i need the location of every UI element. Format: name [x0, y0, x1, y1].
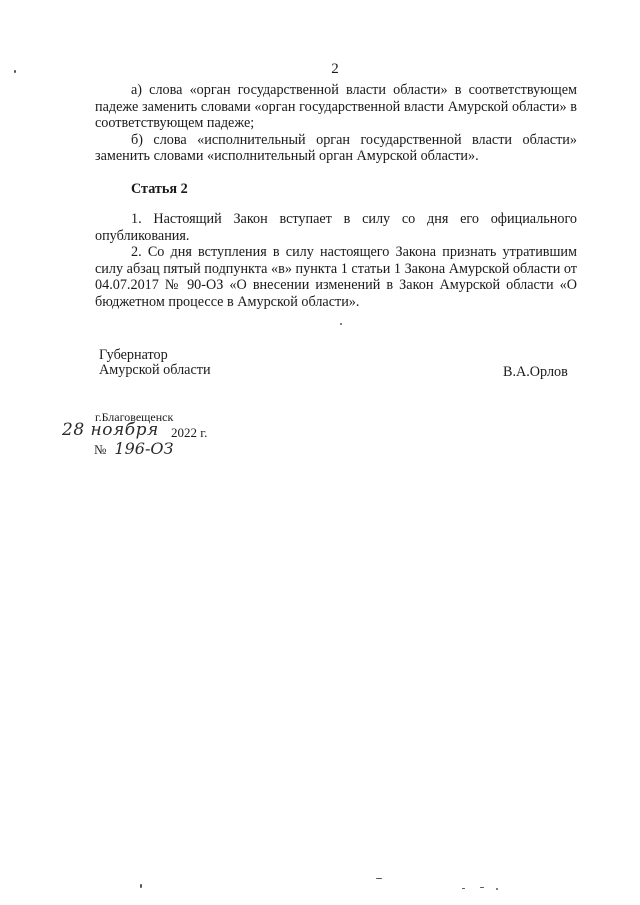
page-number: 2	[331, 61, 339, 77]
scan-speck	[462, 888, 465, 889]
number-sign: №	[94, 442, 107, 457]
handwritten-date: 28 ноября	[62, 420, 159, 440]
signatory-title-line1: Губернатор	[99, 347, 168, 363]
scan-speck	[140, 884, 142, 888]
article2-item-1: 1. Настоящий Закон вступает в силу со дня его официального опубликования.	[95, 211, 577, 244]
paragraph-a: а) слова «орган государственной власти области» в соответствующем падеже заменить словами «орган государственной власти Амурской области» в соответствующем падеже;	[95, 82, 577, 131]
article2-title: Статья 2	[131, 181, 188, 197]
scan-speck	[14, 70, 16, 73]
article2-item-2: 2. Со дня вступления в силу настоящего Закона признать утратившим силу абзац пятый подпункта «в» пункта 1 статьи 1 Закона Амурской области от 04.07.2017 № 90-ОЗ «О внесении изменений в Закон Амурской области «О бюджетном процессе в Амурской области».	[95, 244, 577, 310]
handwritten-number: 196-ОЗ	[114, 439, 174, 458]
signatory-title-line2: Амурской области	[99, 362, 211, 378]
law-number	[94, 439, 173, 458]
scan-speck	[480, 887, 484, 888]
signatory-title	[99, 348, 211, 378]
paragraph-b: б) слова «исполнительный орган государственной власти области» заменить словами «исполнительный орган Амурской области».	[95, 131, 577, 164]
article1-tail	[95, 82, 577, 165]
scan-speck	[496, 888, 498, 890]
article2-body	[95, 211, 577, 310]
scan-speck	[376, 878, 382, 879]
place-of-signing: г.Благовещенск	[95, 410, 174, 424]
signatory-name: В.А.Орлов	[503, 364, 568, 380]
date-year: 2022 г.	[171, 425, 208, 440]
scan-speck	[340, 323, 342, 325]
